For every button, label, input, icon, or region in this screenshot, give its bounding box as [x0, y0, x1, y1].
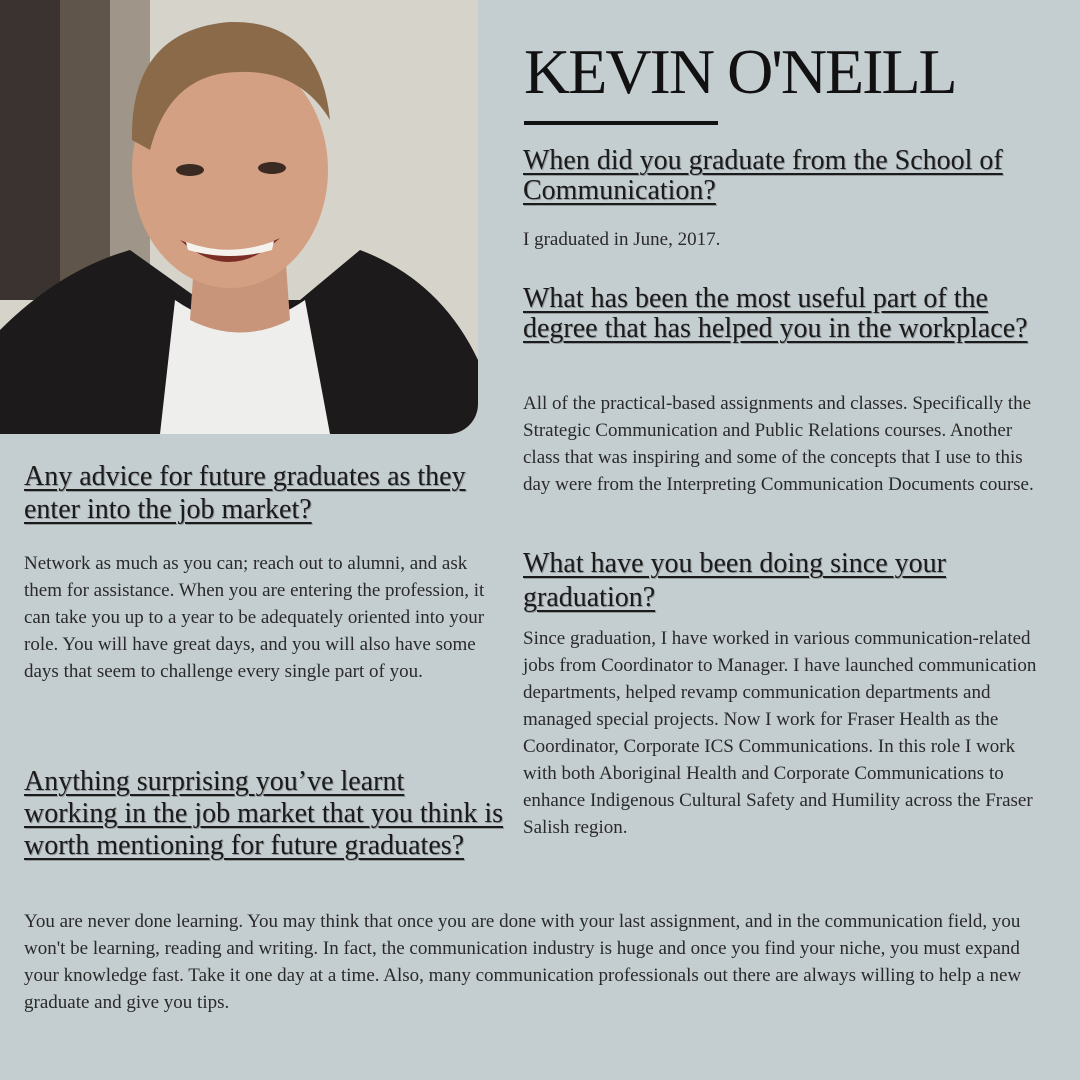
answer-advice-future-graduates: Network as much as you can; reach out to alumni, and ask them for assistance. When you are entering the profession, it can take you up to a year to be adequately oriented into your role. You will have great days, and you will also have some days that seem to challenge every single part of you.	[24, 553, 485, 682]
answer-graduation-date: I graduated in June, 2017.	[523, 229, 721, 250]
question-advice-future-graduates: Any advice for future graduates as they enter into the job market?	[24, 461, 466, 525]
answer-since-graduation: Since graduation, I have worked in various communication-related jobs from Coordinator to Manager. I have launched communication departments, helped revamp communication departments and managed special projects. Now I work for Fraser Health as the Coordinator, Corporate ICS Communications. In this role I work with both Aboriginal Health and Corporate Communications to enhance Indigenous Cultural Safety and Humility across the Fraser Salish region.	[523, 628, 1037, 838]
profile-photo	[0, 0, 478, 434]
portrait-illustration	[0, 0, 478, 434]
question-most-useful-part: What has been the most useful part of the degree that has helped you in the workplace?	[523, 283, 1028, 344]
answer-surprising-learnings: You are never done learning. You may think that once you are done with your last assignment, and in the communication field, you won't be learning, reading and writing. In fact, the communication industry is huge and once you find your niche, you must expand your knowledge fast. Take it one day at a time. Also, many communication professionals out there are always willing to help a new graduate and give you tips.	[24, 911, 1022, 1013]
question-since-graduation: What have you been doing since your graduation?	[523, 548, 946, 613]
person-name: KEVIN O'NEILL	[524, 36, 956, 107]
question-surprising-learnings: Anything surprising you’ve learnt working in the job market that you think is worth mentioning for future graduates?	[24, 766, 504, 861]
question-graduation-date: When did you graduate from the School of Communication?	[523, 145, 1003, 206]
answer-most-useful-part: All of the practical-based assignments and classes. Specifically the Strategic Communication and Public Relations courses. Another class that was inspiring and some of the concepts that I use to this day were from the Interpreting Communication Documents course.	[523, 393, 1034, 495]
name-divider	[524, 121, 718, 125]
